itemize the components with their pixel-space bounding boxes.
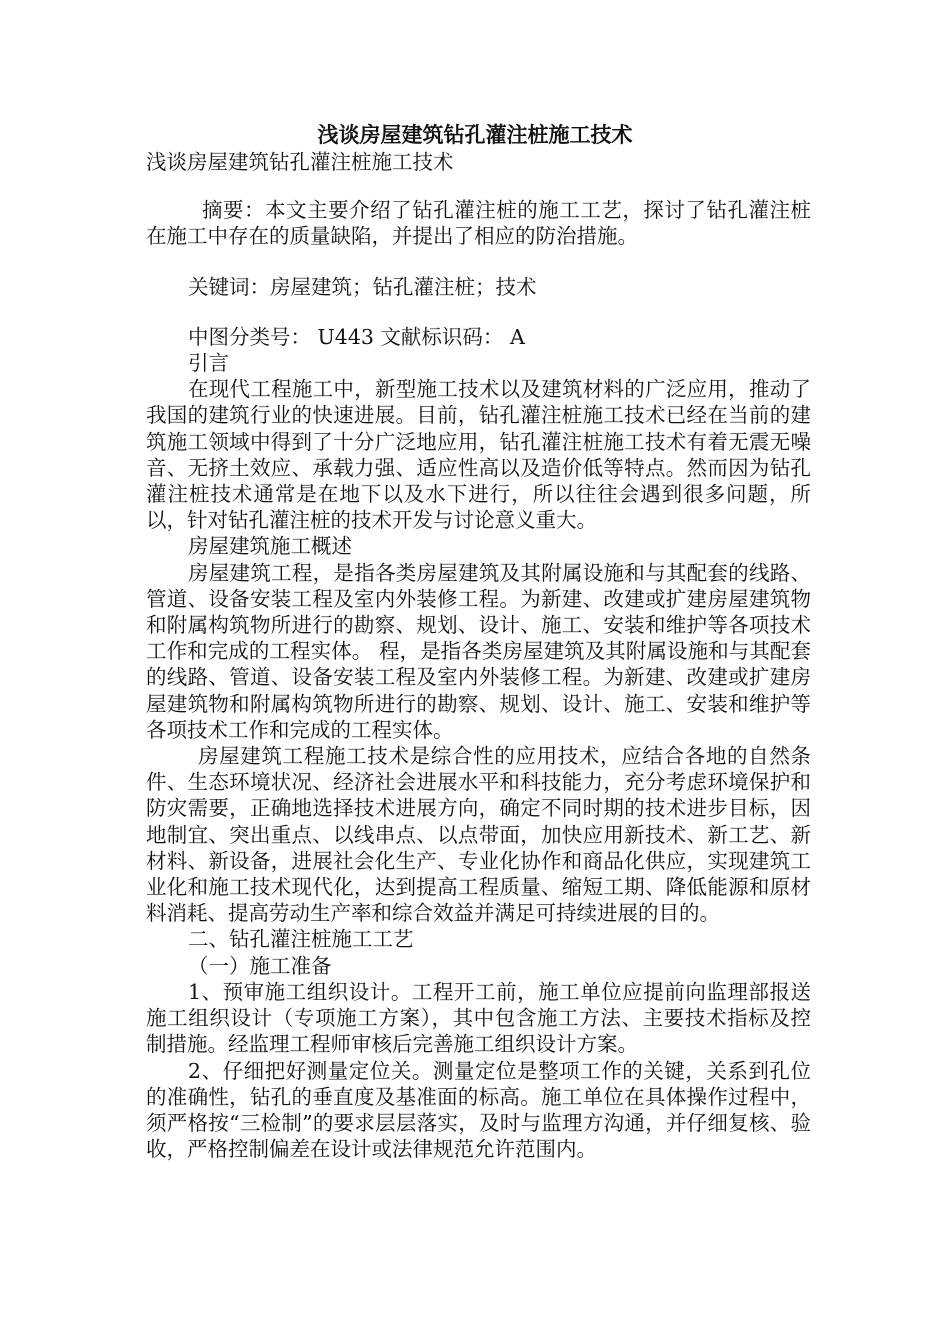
section1-heading: 房屋建筑施工概述 [188,534,352,559]
section2-heading: 二、钻孔灌注桩施工工艺 [188,927,414,952]
document-title: 浅谈房屋建筑钻孔灌注桩施工技术 [317,122,633,147]
intro-paragraph: 在现代工程施工中，新型施工技术以及建筑材料的广泛应用，推动了我国的建筑行业的快速进展。目前，钻孔灌注桩施工技术已经在当前的建筑施工领域中得到了十分广泛地应用，钻孔灌注桩施工技术有着无震无噪音、无挤土效应、承载力强、适应性高以及造价低等特点。然而因为钻孔灌注桩技术通常是在地下以及水下进行，所以往往会遇到很多问题，所以，针对钻孔灌注桩的技术开发与讨论意义重大。 [146,377,811,533]
list-item-2: 2、仔细把好测量定位关。测量定位是整项工作的关键，关系到孔位的准确性，钻孔的垂直度及基准面的标高。施工单位在具体操作过程中，须严格按“三检制”的要求层层落实，及时与监理方沟通，并仔细复核、验收，严格控制偏差在设计或法律规范允许范围内。 [146,1058,811,1162]
classification-line: 中图分类号： U443 文献标识码： A [188,324,525,349]
keywords-line: 关键词：房屋建筑；钻孔灌注桩；技术 [188,274,537,299]
list-item-1: 1、预审施工组织设计。工程开工前，施工单位应提前向监理部报送施工组织设计（专项施工方案），其中包含施工方法、主要技术指标及控制措施。经监理工程师审核后完善施工组织设计方案。 [146,979,811,1057]
section1-paragraph-2: 房屋建筑工程施工技术是综合性的应用技术，应结合各地的自然条件、生态环境状况、经济社会进展水平和科技能力，充分考虑环境保护和防灾需要，正确地选择技术进展方向，确定不同时期的技术进步目标，因地制宜、突出重点、以线串点、以点带面，加快应用新技术、新工艺、新材料、新设备，进展社会化生产、专业化协作和商品化供应，实现建筑工业化和施工技术现代化，达到提高工程质量、缩短工期、降低能源和原材料消耗、提高劳动生产率和综合效益并满足可持续进展的目的。 [146,744,811,926]
intro-heading: 引言 [188,351,229,376]
subsection1-heading: （一）施工准备 [188,953,332,978]
section1-paragraph-1: 房屋建筑工程，是指各类房屋建筑及其附属设施和与其配套的线路、管道、设备安装工程及室内外装修工程。为新建、改建或扩建房屋建筑物和附属构筑物所进行的勘察、规划、设计、施工、安装和维护等各项技术工作和完成的工程实体。 程，是指各类房屋建筑及其附属设施和与其配套的线路、管道、设备安装工程及室内外装修工程。为新建、改建或扩建房屋建筑物和附属构筑物所进行的勘察、规划、设计、施工、安装和维护等各项技术工作和完成的工程实体。 [146,560,811,742]
document-subtitle: 浅谈房屋建筑钻孔灌注桩施工技术 [146,150,454,174]
abstract-paragraph: 摘要：本文主要介绍了钻孔灌注桩的施工工艺，探讨了钻孔灌注桩在施工中存在的质量缺陷，并提出了相应的防治措施。 [146,198,811,249]
document-body [146,149,811,1162]
